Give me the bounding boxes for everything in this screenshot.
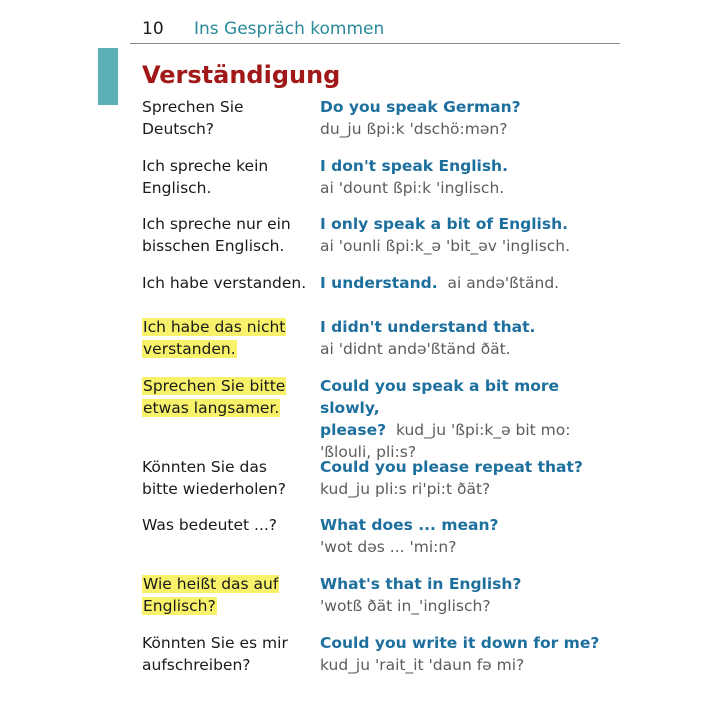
highlight-marker: Wie heißt das auf (143, 575, 279, 593)
english-phrase (320, 573, 610, 617)
pronunciation: kud_ju pli:s ri'pi:t ðät? (320, 480, 491, 498)
pronunciation: ai 'dount ßpi:k 'inglisch. (320, 179, 505, 197)
english-phrase (320, 456, 610, 500)
english-phrase (320, 213, 610, 257)
english-text: please? (320, 421, 387, 439)
german-phrase: Was bedeutet ...? (142, 516, 278, 534)
german-phrase (142, 316, 314, 360)
german-phrase: Ich spreche kein Englisch. (142, 157, 269, 197)
german-phrase: Ich habe verstanden. (142, 274, 307, 292)
english-phrase (320, 316, 610, 360)
highlight-marker: verstanden. (143, 340, 236, 358)
section-title: Verständigung (142, 61, 341, 89)
english-text: Could you speak a bit more slowly, (320, 377, 560, 417)
english-phrase (320, 375, 610, 463)
pronunciation: ai 'didnt andə'ßtänd ðät. (320, 340, 511, 358)
german-phrase: Ich spreche nur ein bisschen Englisch. (142, 215, 291, 255)
section-accent-bar (98, 48, 118, 105)
pronunciation: 'wot dəs ... 'mi:n? (320, 538, 457, 556)
german-phrase (142, 573, 314, 617)
pronunciation: 'wotß ðät in_'inglisch? (320, 597, 491, 615)
running-head: Ins Gespräch kommen (194, 19, 385, 39)
english-text: What does ... mean? (320, 516, 499, 534)
english-phrase (320, 155, 610, 199)
pronunciation: 'ßlouli, pli:s? (320, 443, 417, 461)
highlight-marker: Englisch? (143, 597, 216, 615)
english-text: Do you speak German? (320, 98, 521, 116)
pronunciation: kud_ju 'ßpi:k_ə bit mo: (395, 421, 571, 439)
pronunciation: ai 'ounli ßpi:k_ə 'bit_əv 'inglisch. (320, 237, 571, 255)
english-text: I understand. (320, 274, 438, 292)
english-text: Could you please repeat that? (320, 458, 583, 476)
english-text: I only speak a bit of English. (320, 215, 569, 233)
highlight-marker: etwas langsamer. (143, 399, 280, 417)
english-phrase (320, 96, 610, 140)
english-text: I didn't understand that. (320, 318, 536, 336)
german-phrase: Sprechen Sie Deutsch? (142, 98, 244, 138)
header-rule (130, 43, 620, 44)
english-phrase (320, 272, 610, 294)
pronunciation: ai andə'ßtänd. (447, 274, 560, 292)
highlight-marker: Sprechen Sie bitte (143, 377, 286, 395)
english-text: Could you write it down for me? (320, 634, 600, 652)
german-phrase (142, 375, 314, 419)
pronunciation: kud_ju 'rait_it 'daun fə mi? (320, 656, 525, 674)
english-phrase (320, 632, 610, 676)
english-text: I don't speak English. (320, 157, 508, 175)
english-phrase (320, 514, 610, 558)
highlight-marker: Ich habe das nicht (143, 318, 286, 336)
german-phrase: Könnten Sie das bitte wiederholen? (142, 458, 286, 498)
english-text: What's that in English? (320, 575, 522, 593)
page-number: 10 (142, 19, 164, 39)
pronunciation: du_ju ßpi:k 'dschö:mən? (320, 120, 508, 138)
german-phrase: Könnten Sie es mir aufschreiben? (142, 634, 288, 674)
